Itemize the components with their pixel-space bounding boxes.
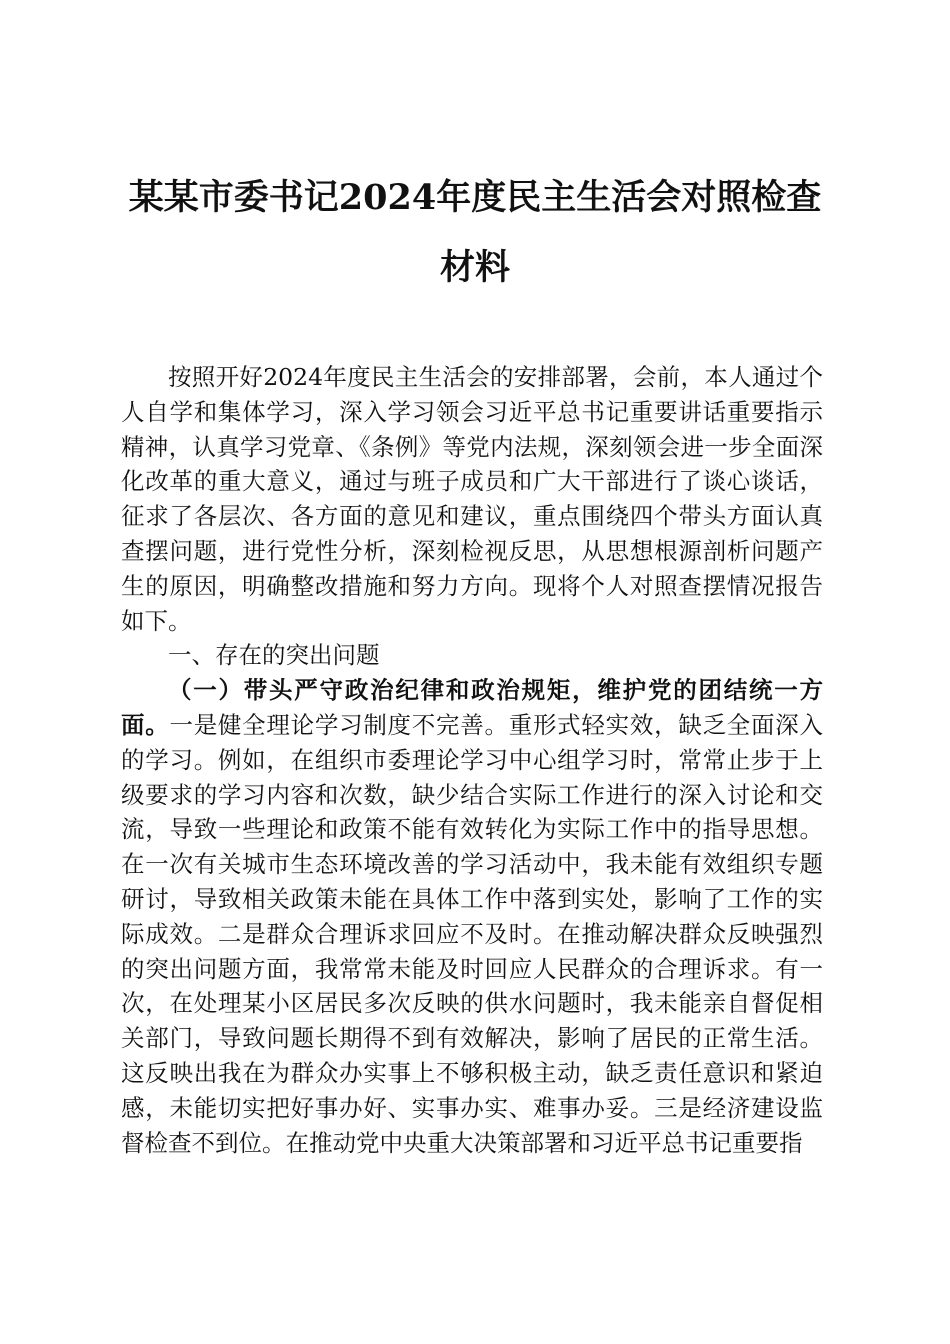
subsection-heading: （一）带头严守政治纪律和政治规矩，维护党的团结统一方面。 [121,676,823,739]
subsection-body: 一是健全理论学习制度不完善。重形式轻实效，缺乏全面深入的学习。例如，在组织市委理论学习中心组学习时，常常止步于上级要求的学习内容和次数，缺少结合实际工作进行的深入讨论和交流，导致一些理论和政策不能有效转化为实际工作中的指导思想。在一次有关城市生态环境改善的学习活动中，我未能有效组织专题研讨，导致相关政策未能在具体工作中落到实处，影响了工作的实际成效。二是群众合理诉求回应不及时。在推动解决群众反映强烈的突出问题方面，我常常未能及时回应人民群众的合理诉求。有一次，在处理某小区居民多次反映的供水问题时，我未能亲自督促相关部门，导致问题长期得不到有效解决，影响了居民的正常生活。这反映出我在为群众办实事上不够积极主动，缺乏责任意识和紧迫感，未能切实把好事办好、实事办实、难事办妥。三是经济建设监督检查不到位。在推动党中央重大决策部署和习近平总书记重要指 [121,710,824,1157]
section-heading: 一、存在的突出问题 [168,641,380,670]
document-body [121,360,823,1160]
subsection-paragraph [121,673,823,1160]
intro-paragraph: 按照开好2024年度民主生活会的安排部署，会前，本人通过个人自学和集体学习，深入学习领会习近平总书记重要讲话重要指示精神，认真学习党章、《条例》等党内法规，深刻领会进一步全面深化改革的重大意义，通过与班子成员和广大干部进行了谈心谈话，征求了各层次、各方面的意见和建议，重点围绕四个带头方面认真查摆问题，进行党性分析，深刻检视反思，从思想根源剖析问题产生的原因，明确整改措施和努力方向。现将个人对照查摆情况报告如下。 [121,363,823,635]
document-title-line-1: 某某市委书记2024年度民主生活会对照检查 [128,177,822,218]
document-title-line-2: 材料 [439,247,510,288]
